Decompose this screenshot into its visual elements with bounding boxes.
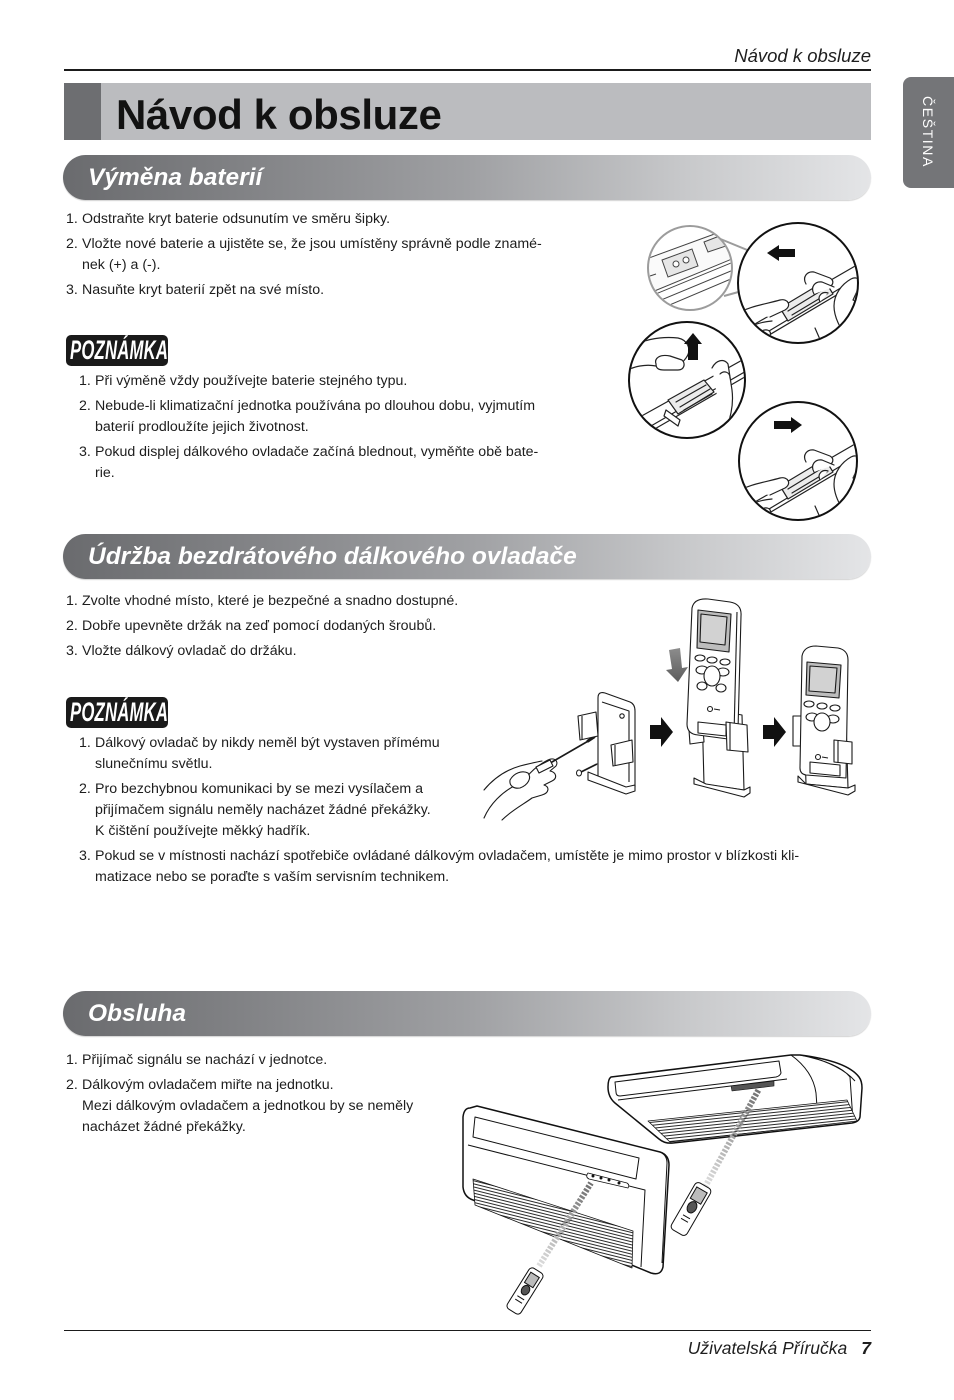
indicator-light (592, 1175, 594, 1177)
item-text: nacházet žádné překážky. (82, 1119, 246, 1135)
maintenance-steps-list (66, 591, 458, 666)
item-text: Odstraňte kryt baterie odsunutím ve směru šipky. (82, 211, 391, 227)
item-text-block (82, 1050, 413, 1071)
arrow-right-icon (650, 717, 673, 747)
list-item (66, 591, 458, 612)
list-item (79, 442, 538, 484)
page-number: 7 (861, 1338, 871, 1358)
item-number: 1. (66, 593, 78, 609)
item-text: Pokud se v místnosti nachází spotřebiče ovládané dálkovým ovladačem, umístěte je mimo prostor v blízkosti kli- (95, 848, 800, 864)
note-badge-label: POZNÁMKA (70, 335, 168, 365)
note-badge (66, 697, 168, 728)
item-number: 2. (66, 236, 78, 252)
step-insert-batteries (624, 322, 750, 438)
item-text: nek (+) a (-). (82, 257, 161, 273)
step-slide-cover-on (736, 402, 867, 522)
item-text: přijímačem signálu neměly nacházet žádné překážky. (95, 802, 431, 818)
list-item (66, 1075, 413, 1138)
remote-being-inserted (687, 599, 750, 797)
list-item (66, 234, 542, 276)
operation-steps-list (66, 1050, 413, 1142)
item-number: 3. (79, 848, 91, 864)
indicator-light (600, 1177, 602, 1179)
line-art (581, 764, 597, 772)
item-text: Mezi dálkovým ovladačem a jednotkou by se neměly (82, 1098, 414, 1114)
remote-control (505, 1266, 544, 1315)
item-text: matizace nebo se poraďte s vaším servisním technikem. (95, 869, 450, 885)
indoor-units-signal-illustration (455, 1055, 875, 1320)
item-text: Vložte nové baterie a ujistěte se, že jsou umístěny správně podle znamé- (82, 236, 542, 252)
remote-holder-mounting-illustration (480, 590, 860, 820)
item-text-block (82, 280, 542, 301)
arrow-right-icon (763, 717, 786, 747)
list-item (66, 1050, 413, 1071)
hand-with-screwdriver (484, 737, 594, 820)
item-text: Dálkový ovladač by nikdy neměl být vystaven přímému (95, 735, 440, 751)
remote-in-holder (793, 646, 855, 795)
running-header-title: Návod k obsluze (734, 45, 871, 66)
list-item (66, 280, 542, 301)
item-text: Vložte dálkový ovladač do držáku. (82, 643, 297, 659)
indicator-light (608, 1179, 610, 1181)
item-number: 1. (79, 735, 91, 751)
item-text: rie. (95, 465, 115, 481)
section-header-maintenance (63, 534, 871, 579)
section-header-operation (63, 991, 871, 1036)
item-text: Nasuňte kryt baterií zpět na své místo. (82, 282, 325, 298)
title-accent-block (64, 83, 101, 140)
item-number: 2. (79, 781, 91, 797)
language-tab (903, 77, 954, 188)
note-badge-label: POZNÁMKA (70, 697, 168, 727)
item-text: Dálkovým ovladačem miřte na jednotku. (82, 1077, 334, 1093)
item-number: 1. (79, 373, 91, 389)
item-text-block (82, 209, 542, 230)
page-title-bar (64, 83, 871, 140)
item-text: Dobře upevněte držák na zeď pomocí dodaných šroubů. (82, 618, 437, 634)
item-text-block (95, 371, 538, 392)
list-item (79, 371, 538, 392)
remote-holder-empty (578, 693, 635, 794)
item-text: Pokud displej dálkového ovladače začíná blednout, vyměňte obě bate- (95, 444, 539, 460)
item-text-block (82, 616, 458, 637)
item-text-block (82, 591, 458, 612)
list-item (66, 641, 458, 662)
header-rule (64, 69, 871, 71)
list-item (79, 846, 799, 888)
item-text: K čištění používejte měkký hadřík. (95, 823, 311, 839)
note-badge (66, 335, 168, 366)
item-text-block (82, 234, 542, 276)
screw-head (577, 770, 582, 776)
item-text-block (82, 641, 458, 662)
item-text: Pro bezchybnou komunikaci by se mezi vysílačem a (95, 781, 424, 797)
list-item (66, 209, 542, 230)
item-number: 2. (66, 618, 78, 634)
item-text-block (95, 442, 538, 484)
item-number: 1. (66, 211, 78, 227)
language-tab-label: ČEŠTINA (920, 96, 936, 168)
manual-title: Uživatelská Příručka (687, 1338, 848, 1358)
list-item (66, 616, 458, 637)
item-number: 2. (79, 398, 91, 414)
section-title: Obsluha (88, 1000, 187, 1027)
item-text: slunečnímu světlu. (95, 756, 213, 772)
battery-steps-list (66, 209, 542, 305)
page-title: Návod k obsluze (116, 91, 442, 138)
indicator-light (618, 1182, 620, 1184)
floor-unit (463, 1106, 669, 1274)
item-text-block (82, 1075, 413, 1138)
item-text: Při výměně vždy používejte baterie stejného typu. (95, 373, 408, 389)
item-number: 3. (66, 643, 78, 659)
item-number: 3. (79, 444, 91, 460)
list-item (79, 396, 538, 438)
item-text: Přijímač signálu se nachází v jednotce. (82, 1052, 328, 1068)
item-number: 3. (66, 282, 78, 298)
item-text: baterií prodloužíte jejich životnost. (95, 419, 309, 435)
step-slide-cover-off (736, 223, 867, 344)
item-text: Nebude-li klimatizační jednotka používána po dlouhou dobu, vyjmutím (95, 398, 536, 414)
arrow-down-icon (666, 648, 688, 682)
item-text-block (95, 846, 799, 888)
item-text-block (95, 396, 538, 438)
battery-note-list (79, 371, 538, 488)
page-footer (688, 1337, 871, 1359)
section-title: Výměna baterií (88, 164, 263, 191)
item-number: 2. (66, 1077, 78, 1093)
item-text: Zvolte vhodné místo, které je bezpečné a snadno dostupné. (82, 593, 459, 609)
section-title: Údržba bezdrátového dálkového ovladače (88, 543, 577, 570)
battery-replacement-illustration (620, 220, 870, 530)
remote-control (670, 1181, 713, 1237)
footer-rule (64, 1330, 871, 1331)
magnified-battery-cover-detail (638, 226, 752, 312)
section-header-battery (63, 155, 871, 200)
item-number: 1. (66, 1052, 78, 1068)
